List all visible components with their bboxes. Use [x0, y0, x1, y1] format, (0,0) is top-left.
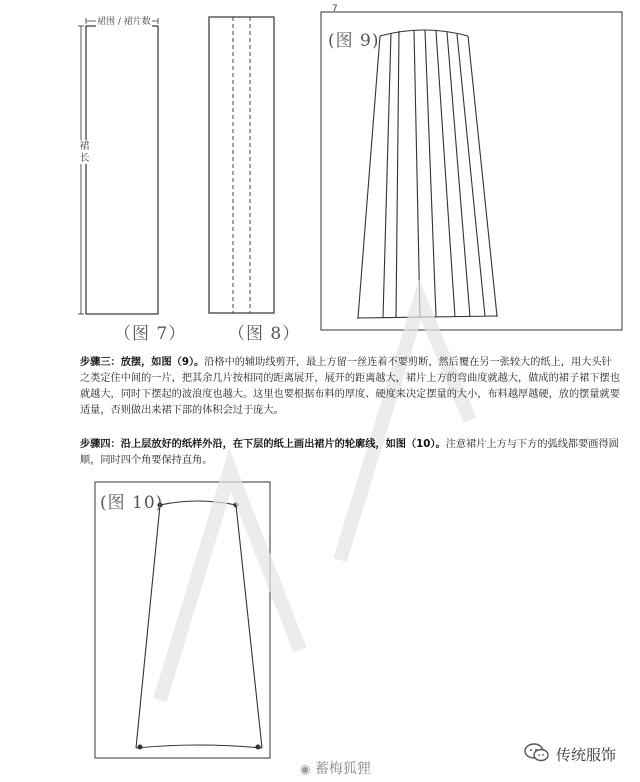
step4-heading: 步骤四：沿上层放好的纸样外沿，在下层的纸上画出裙片的轮廓线，如图（10）。 — [80, 439, 446, 450]
wechat-icon — [524, 742, 550, 764]
fig7-side-label: 裙长 — [77, 140, 88, 164]
figure-8-drawing — [209, 17, 274, 313]
step4-paragraph — [80, 437, 620, 469]
figure-7-drawing — [78, 18, 158, 314]
weibo-watermark-text: 蓄梅狐狸 — [314, 761, 371, 777]
weibo-watermark — [300, 758, 371, 778]
step3-paragraph — [80, 355, 620, 419]
figure-9-drawing — [321, 12, 622, 330]
step3-heading: 步骤三：放摆，如图（9）。 — [80, 357, 205, 368]
fig7-caption: （图 7） — [114, 324, 187, 344]
fig10-caption: (图 10) — [100, 493, 164, 513]
step3-body: 沿格中的辅助线剪开，最上方留一丝连着不要剪断，然后覆在另一张较大的纸上，用大头针之类定住中间的一片，把其余几片按相同的距离展开，展开的距离越大，裙片上方的弯曲度就越大，做成的裙子裙下摆也就越大，同时下摆起的波浪度也越大。这里也要根据布料的厚度、硬度来决定摆量的大小，布料越厚越硬，放的摆量就要适量，否则做出来裙下部的体积会过于庞大。 — [80, 357, 620, 416]
page-number: 7 — [332, 4, 338, 14]
fig7-top-label: 裙围 / 裙片数 — [96, 14, 152, 27]
brand-label: 传统服饰 — [556, 746, 617, 764]
fig9-caption: (图 9) — [328, 31, 380, 51]
fig8-caption: （图 8） — [228, 324, 301, 344]
weibo-icon: ◉ — [300, 762, 311, 776]
step4-body: 注意裙片上方与下方的弧线都要画得圆顺，同时四个角要保持直角。 — [80, 439, 619, 466]
